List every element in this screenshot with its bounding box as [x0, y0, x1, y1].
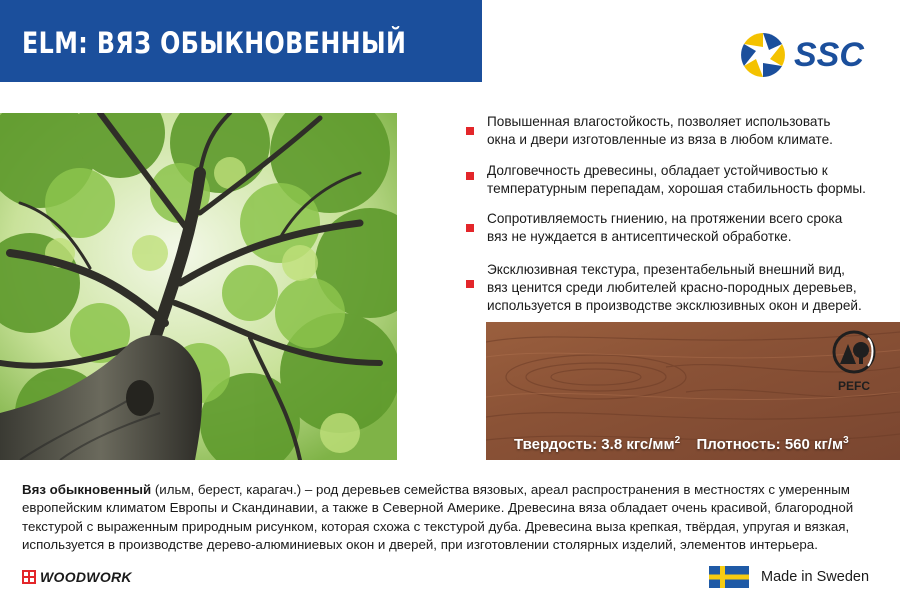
- description-line: европейским климатом Европы и Скандинавии, а также в Северной Америке. Древесина вяза обладает очень красивой, благородной: [22, 500, 854, 516]
- ssc-aperture-icon: [738, 30, 788, 80]
- bullet-square-icon: [466, 280, 474, 288]
- benefit-line: температурным перепадам, хорошая стабильность формы.: [487, 181, 866, 196]
- hardness-unit-exponent: 2: [674, 435, 681, 446]
- density-unit-exponent: 3: [843, 435, 849, 446]
- benefit-line: вяз не нуждается в антисептической обработке.: [487, 229, 792, 244]
- description-line: текстурой с выраженным природным рисунком, которая схожа с текстурой дуба. Древесина выза крепкая, твёрдая, упругая и вязкая,: [22, 518, 850, 534]
- bullet-square-icon: [466, 127, 474, 135]
- density-value: Плотность: 560 кг/м: [696, 436, 844, 453]
- ssc-logo-text: SSC: [794, 36, 864, 74]
- description-line: используется в производстве дерево-алюминиевых окон и дверей, при изготовлении столярных изделий, элементов интерьера.: [22, 537, 818, 553]
- wood-specs: [514, 435, 849, 453]
- wood-texture-panel: [486, 322, 900, 460]
- pefc-logo: [826, 328, 882, 396]
- benefit-line: Сопротивляемость гниению, на протяжении всего срока: [487, 211, 843, 226]
- page-title: ELM: ВЯЗ ОБЫКНОВЕННЫЙ: [22, 26, 407, 60]
- benefit-line: Повышенная влагостойкость, позволяет использовать: [487, 114, 831, 129]
- woodwork-brand-text: WOODWORK: [40, 569, 132, 585]
- description-term: Вяз обыкновенный: [22, 482, 152, 497]
- window-grid-icon: [22, 570, 36, 584]
- benefit-line: вяз ценится среди любителей красно-породных деревьев,: [487, 280, 857, 295]
- benefit-line: Долговечность древесины, обладает устойчивостью к: [487, 163, 828, 178]
- bullet-square-icon: [466, 172, 474, 180]
- benefit-line: используется в производстве эксклюзивных окон и дверей.: [487, 298, 862, 313]
- pefc-label: PEFC: [837, 379, 871, 393]
- description-line: (ильм, берест, карагач.) – род деревьев семейства вязовых, ареал распространения в местностях с умеренным: [151, 482, 850, 497]
- hardness-value: Твердость: 3.8 кгс/мм: [514, 436, 675, 453]
- ssc-logo: [738, 30, 868, 82]
- benefit-line: Эксклюзивная текстура, презентабельный внешний вид,: [487, 262, 845, 277]
- benefit-line: окна и двери изготовленные из вяза в любом климате.: [487, 132, 833, 147]
- made-in-sweden-label: Made in Sweden: [761, 569, 870, 585]
- sweden-flag-icon: [709, 566, 749, 588]
- elm-tree-photo: [0, 113, 397, 460]
- description-paragraph: [22, 481, 884, 555]
- title-banner: [0, 0, 482, 82]
- bullet-square-icon: [466, 224, 474, 232]
